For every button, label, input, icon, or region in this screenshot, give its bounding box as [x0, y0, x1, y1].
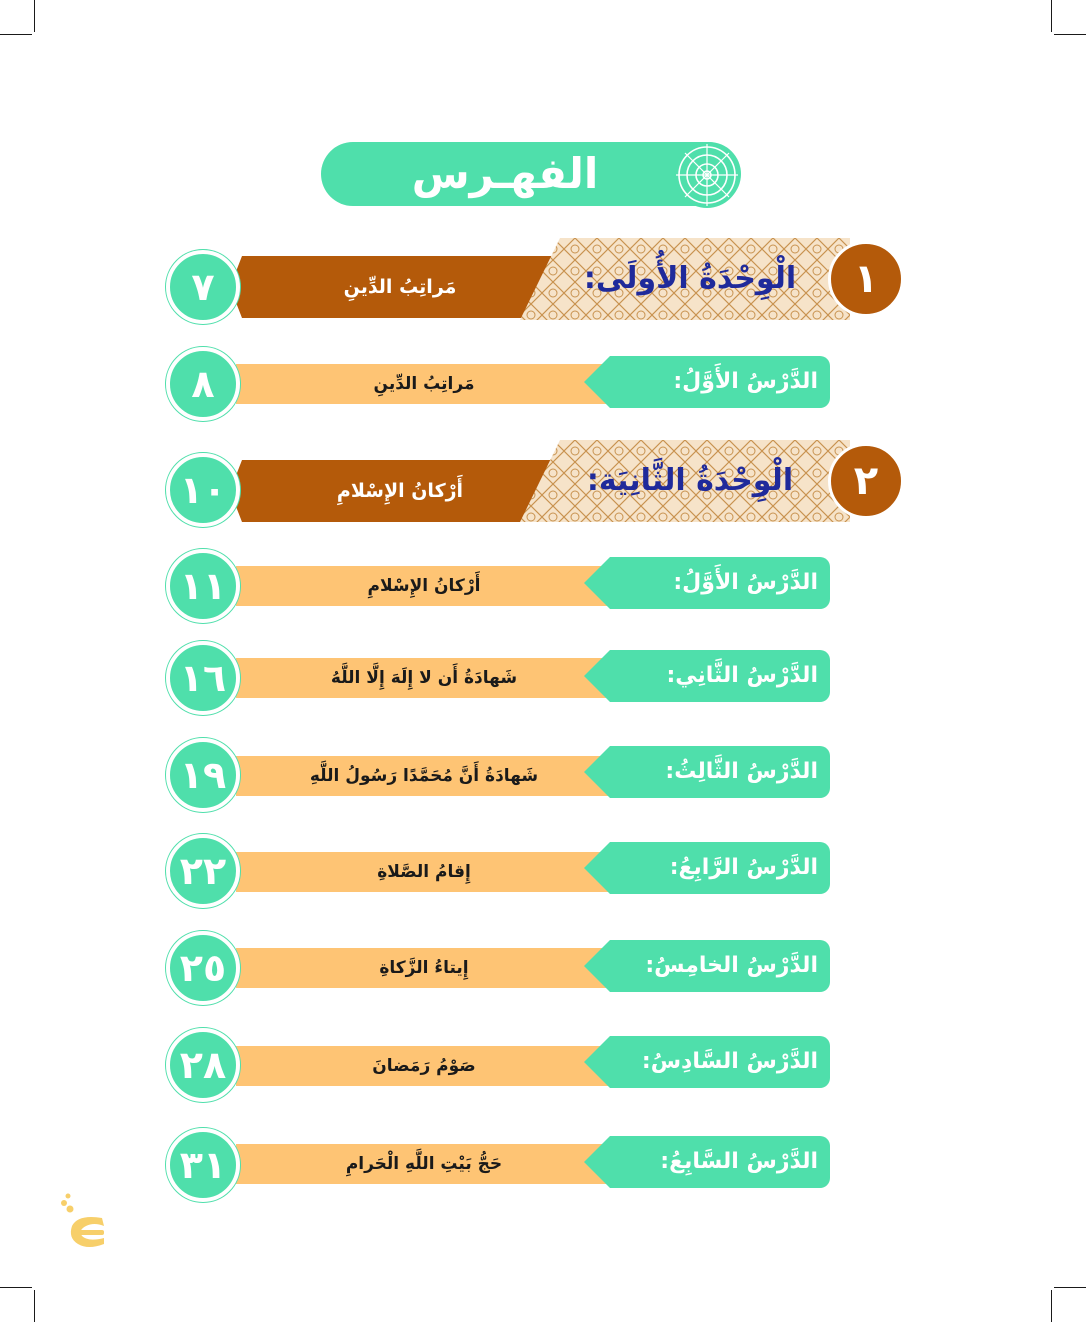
- publisher-logo-icon: [58, 1192, 110, 1256]
- page-number: ٢٥: [166, 931, 240, 1005]
- unit-title: الْوِحْدَةُ الأُولَى:: [583, 261, 797, 296]
- unit-number: ٢: [828, 443, 904, 519]
- lesson-title: أَرْكانُ الإِسْلامِ: [367, 576, 481, 596]
- crop-mark: [1051, 1290, 1052, 1322]
- crop-mark: [34, 0, 35, 32]
- lesson-label-text: الدَّرْسُ السَّابِعُ:: [660, 1149, 818, 1174]
- page-number: ١٩: [166, 738, 240, 812]
- lesson-title: إِقامُ الصَّلاةِ: [377, 862, 471, 882]
- crop-mark: [0, 34, 32, 35]
- page-number: ٨: [166, 347, 240, 421]
- crop-mark: [1054, 34, 1086, 35]
- lesson-title: حَجُّ بَيْتِ اللَّهِ الْحَرامِ: [345, 1154, 503, 1174]
- lesson-label-text: الدَّرْسُ الخامِسُ:: [645, 953, 818, 978]
- unit-number: ١: [828, 241, 904, 317]
- lesson-label-text: الدَّرْسُ السَّادِسُ:: [641, 1049, 818, 1074]
- lesson-label-text: الدَّرْسُ الثَّالِثُ:: [665, 759, 818, 784]
- page-number: ١٦: [166, 641, 240, 715]
- lesson-title: شَهادَةُ أَنَّ مُحَمَّدًا رَسُولُ اللَّهِ: [309, 766, 539, 786]
- page-number: ٢٢: [166, 834, 240, 908]
- page-number: ٢٨: [166, 1028, 240, 1102]
- lesson-label-text: الدَّرْسُ الأَوَّلُ:: [673, 369, 818, 394]
- crop-mark: [0, 1287, 32, 1288]
- lesson-label-text: الدَّرْسُ الأَوَّلُ:: [673, 570, 818, 595]
- page-number: ٧: [166, 250, 240, 324]
- lesson-title: مَراتِبُ الدِّينِ: [373, 374, 475, 394]
- lesson-title: إِيتاءُ الزَّكاةِ: [379, 958, 469, 978]
- crop-mark: [1051, 0, 1052, 32]
- page-number: ٣١: [166, 1128, 240, 1202]
- lesson-title: شَهادَةُ أَن لا إِلَهَ إِلَّا اللَّهُ: [330, 668, 518, 688]
- page-number: ١٠: [166, 453, 240, 527]
- lesson-title: صَوْمُ رَمَضانَ: [372, 1056, 476, 1076]
- lesson-label-text: الدَّرْسُ الرَّابِعُ:: [669, 855, 818, 880]
- rosette-ornament-icon: [672, 140, 742, 210]
- crop-mark: [34, 1290, 35, 1322]
- unit-subtitle: أَرْكانُ الإِسْلامِ: [336, 480, 464, 502]
- unit-title: الْوِحْدَةُ الثَّانِيَة:: [586, 463, 794, 498]
- page-number: ١١: [166, 549, 240, 623]
- unit-subtitle: مَراتِبُ الدِّينِ: [343, 276, 457, 298]
- crop-mark: [1054, 1287, 1086, 1288]
- lesson-label-text: الدَّرْسُ الثَّانِي:: [666, 663, 818, 688]
- page-title: الفهـرس: [411, 149, 599, 198]
